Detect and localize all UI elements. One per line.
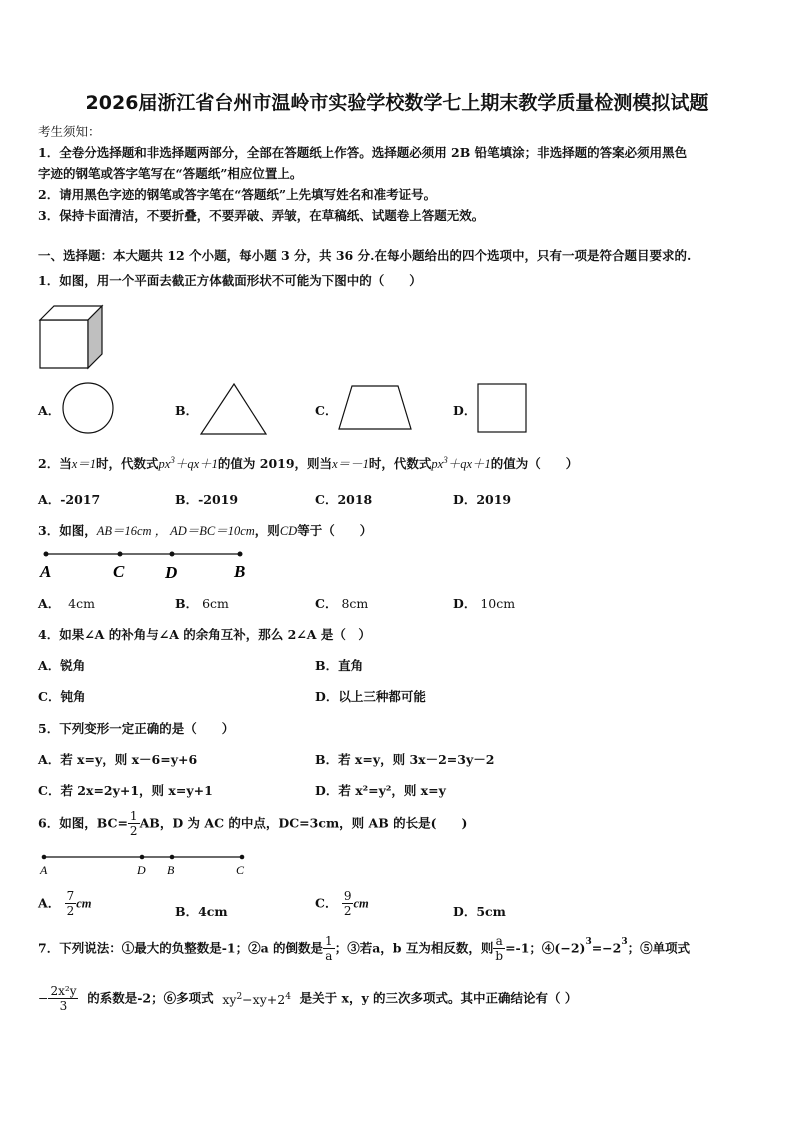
- q2-condition-1: x＝1: [71, 457, 97, 471]
- trapezoid-option-figure: [338, 385, 412, 431]
- q3-option-b: [175, 594, 229, 612]
- q1-stem: 1．如图，用一个平面去截正方体截面形状不可能为下图中的（ ）: [38, 273, 422, 288]
- q2-expr-rest: ＋qx＋1: [174, 457, 218, 471]
- q7-text-1: 7．下列说法：①最大的负整数是-1；②a 的倒数是: [38, 940, 324, 956]
- q4-option-b: B．直角: [315, 658, 364, 673]
- q3-option-c-value: 8cm: [341, 596, 369, 611]
- q7-text-6: 的系数是-2；⑥多项式: [87, 990, 214, 1006]
- q6-fraction-denominator: 2: [129, 824, 138, 838]
- q3-option-d-label: D．: [453, 596, 477, 611]
- q3-stem: [38, 521, 372, 539]
- q2-text-2: 时，代数式: [96, 456, 159, 471]
- q2-text-1: 2．当: [38, 456, 72, 471]
- q7-text-7: 是关于 x，y 的三次多项式。其中正确结论有（ ）: [299, 990, 578, 1006]
- notice-item-1-line-2: 字迹的钢笔或答字笔写在“答题纸”相应位置上。: [38, 166, 303, 181]
- q7-text-3: =-1；④(−2): [505, 940, 586, 956]
- q6-option-c-fraction: [342, 889, 354, 918]
- notice-item-1-line-1: 1．全卷分选择题和非选择题两部分，全部在答题纸上作答。选择题必须用 2B 铅笔填涂；非选择题的答案必须用黑色: [38, 145, 688, 160]
- q3-point-b: [238, 552, 243, 557]
- q6-point-b: [170, 855, 175, 860]
- q3-option-b-value: 6cm: [202, 596, 229, 611]
- q6-option-c-label: C．: [315, 895, 338, 911]
- q4-option-c: C．钝角: [38, 689, 86, 704]
- q3-text-2: ，则: [254, 523, 280, 538]
- q4-stem: 4．如果∠A 的补角与∠A 的余角互补，那么 2∠A 是（ ）: [38, 627, 371, 642]
- q3-label-c: C: [113, 562, 125, 581]
- q7-fraction-1: [323, 934, 335, 963]
- q3-text-3: 等于（ ）: [297, 523, 373, 538]
- q2-stem: [38, 454, 578, 472]
- q5-option-a: A．若 x=y，则 x－6=y+6: [38, 752, 198, 767]
- q2-expr-exponent: 3: [170, 454, 175, 465]
- q7-fraction-3-denominator: 3: [59, 999, 68, 1013]
- q7-fraction-3-numerator: 2x²y: [50, 984, 77, 998]
- q7-fraction-3: [48, 984, 78, 1013]
- q5-option-c: C．若 2x=2y+1，则 x=y+1: [38, 783, 213, 798]
- q3-option-d-value: 10cm: [480, 596, 516, 611]
- q3-option-c-label: C．: [315, 596, 338, 611]
- q6-point-d: [140, 855, 145, 860]
- q2-expr2-base: px: [431, 457, 444, 471]
- q7-stem-line-2: [38, 984, 577, 1013]
- q6-option-c-denominator: 2: [343, 904, 352, 918]
- q7-poly-rest: −xy+2: [242, 992, 286, 1008]
- q6-label-d: D: [137, 863, 146, 877]
- q2-option-b: B．-2019: [175, 492, 239, 507]
- q6-fraction: [128, 809, 140, 838]
- q3-point-d: [170, 552, 175, 557]
- q7-fraction-1-denominator: a: [325, 949, 333, 963]
- q1-option-d-label: D．: [453, 403, 477, 418]
- q3-label-b: B: [234, 562, 246, 581]
- triangle-option-figure: [200, 383, 268, 435]
- q6-text-1: 6．如图，BC=: [38, 815, 128, 831]
- q2-text-5: 的值为（ ）: [490, 456, 579, 471]
- q7-polynomial: [222, 992, 291, 1007]
- q6-option-b: B．4cm: [175, 904, 228, 919]
- q1-option-c-label: C．: [315, 403, 338, 418]
- notice-heading: 考生须知：: [38, 124, 101, 139]
- notice-item-3: 3．保持卡面清洁，不要折叠，不要弄破、弄皱，在草稿纸、试题卷上答题无效。: [38, 208, 485, 223]
- q6-point-a: [42, 855, 47, 860]
- q7-text-2: ；③若a，b 互为相反数，则: [334, 940, 494, 956]
- q7-fraction-2-denominator: b: [495, 949, 504, 963]
- q6-text-2: AB，D 为 AC 的中点，DC=3cm，则 AB 的长是( ): [139, 815, 468, 831]
- q6-option-a: [38, 889, 91, 918]
- q1-option-a-label: A．: [38, 403, 61, 418]
- q6-option-a-denominator: 2: [66, 904, 75, 918]
- q7-text-4: =−2: [591, 940, 622, 956]
- q6-option-a-unit: cm: [76, 896, 92, 911]
- q2-option-c: C．2018: [315, 492, 373, 507]
- q7-poly-exponent: 2: [236, 991, 243, 1002]
- q3-point-c: [118, 552, 123, 557]
- q3-label-a: A: [40, 562, 52, 581]
- q6-label-c: C: [236, 863, 245, 877]
- q6-segment-figure: [40, 852, 250, 878]
- q2-expr2-exponent: 3: [443, 454, 448, 465]
- q6-option-a-numerator: 7: [66, 889, 75, 903]
- q7-exponent-2: 3: [621, 937, 628, 947]
- q6-fraction-numerator: 1: [129, 809, 138, 823]
- q2-expression-2: [431, 454, 491, 471]
- q6-option-a-fraction: [65, 889, 77, 918]
- square-option-figure: [477, 383, 527, 433]
- q5-stem: 5．下列变形一定正确的是（ ）: [38, 721, 235, 736]
- q3-label-d: D: [165, 563, 178, 582]
- q7-fraction-2: [493, 934, 505, 963]
- notice-item-2: 2．请用黑色字迹的钢笔或答字笔在“答题纸”上先填写姓名和准考证号。: [38, 187, 437, 202]
- q6-point-c: [240, 855, 245, 860]
- q2-expr2-rest: ＋qx＋1: [447, 457, 491, 471]
- q7-poly-exponent-2: 4: [285, 991, 291, 1002]
- q2-expression-1: [158, 454, 218, 471]
- q7-fraction-1-numerator: 1: [325, 934, 333, 948]
- q4-option-a: A．锐角: [38, 658, 86, 673]
- q6-option-c-numerator: 9: [343, 889, 352, 903]
- q2-condition-2: x＝－1: [332, 457, 369, 471]
- q3-option-a: [38, 594, 95, 612]
- q2-option-d: D．2019: [453, 492, 512, 507]
- q1-option-b-label: B．: [175, 403, 199, 418]
- circle-option-figure: [62, 382, 114, 434]
- q6-option-a-label: A．: [38, 895, 61, 911]
- q7-stem-line-1: [38, 934, 690, 963]
- cube-figure: [38, 304, 108, 370]
- q3-segment-figure: [40, 548, 250, 582]
- q2-option-a: A．-2017: [38, 492, 101, 507]
- q6-option-c-unit: cm: [353, 896, 369, 911]
- q3-option-c: [315, 594, 368, 612]
- q5-option-b: B．若 x=y，则 3x－2=3y－2: [315, 752, 495, 767]
- q6-label-a: A: [40, 863, 48, 877]
- q4-option-d: D．以上三种都可能: [315, 689, 426, 704]
- q7-poly-base: xy: [222, 992, 237, 1008]
- q2-text-4: 时，代数式: [368, 456, 432, 471]
- q3-option-d: [453, 594, 515, 612]
- q2-expr-base: px: [158, 457, 171, 471]
- q7-minus-sign: −: [38, 990, 49, 1006]
- q3-cd: CD: [279, 524, 298, 538]
- q7-exponent-1: 3: [585, 937, 592, 947]
- q7-fraction-2-numerator: a: [493, 934, 505, 949]
- q7-text-5: ；⑤单项式: [627, 940, 691, 956]
- q2-text-3: 的值为 2019，则当: [217, 456, 333, 471]
- q3-text-1: 3．如图，: [38, 523, 97, 538]
- q6-option-c: [315, 889, 369, 918]
- q6-option-d: D．5cm: [453, 904, 506, 919]
- q3-option-a-value: 4cm: [68, 596, 95, 611]
- page-title: 2026届浙江省台州市温岭市实验学校数学七上期末教学质量检测模拟试题: [85, 92, 709, 114]
- q3-point-a: [44, 552, 49, 557]
- q3-option-b-label: B．: [175, 596, 199, 611]
- q5-option-d: D．若 x²=y²，则 x=y: [315, 783, 446, 798]
- q3-option-a-label: A．: [38, 596, 61, 611]
- q3-condition: AB＝16cm ， AD＝BC＝10cm: [96, 524, 255, 538]
- q6-label-b: B: [167, 863, 175, 877]
- q6-stem: [38, 809, 467, 838]
- section-heading: 一、选择题：本大题共 12 个小题，每小题 3 分，共 36 分.在每小题给出的四个选项中，只有一项是符合题目要求的.: [38, 248, 692, 263]
